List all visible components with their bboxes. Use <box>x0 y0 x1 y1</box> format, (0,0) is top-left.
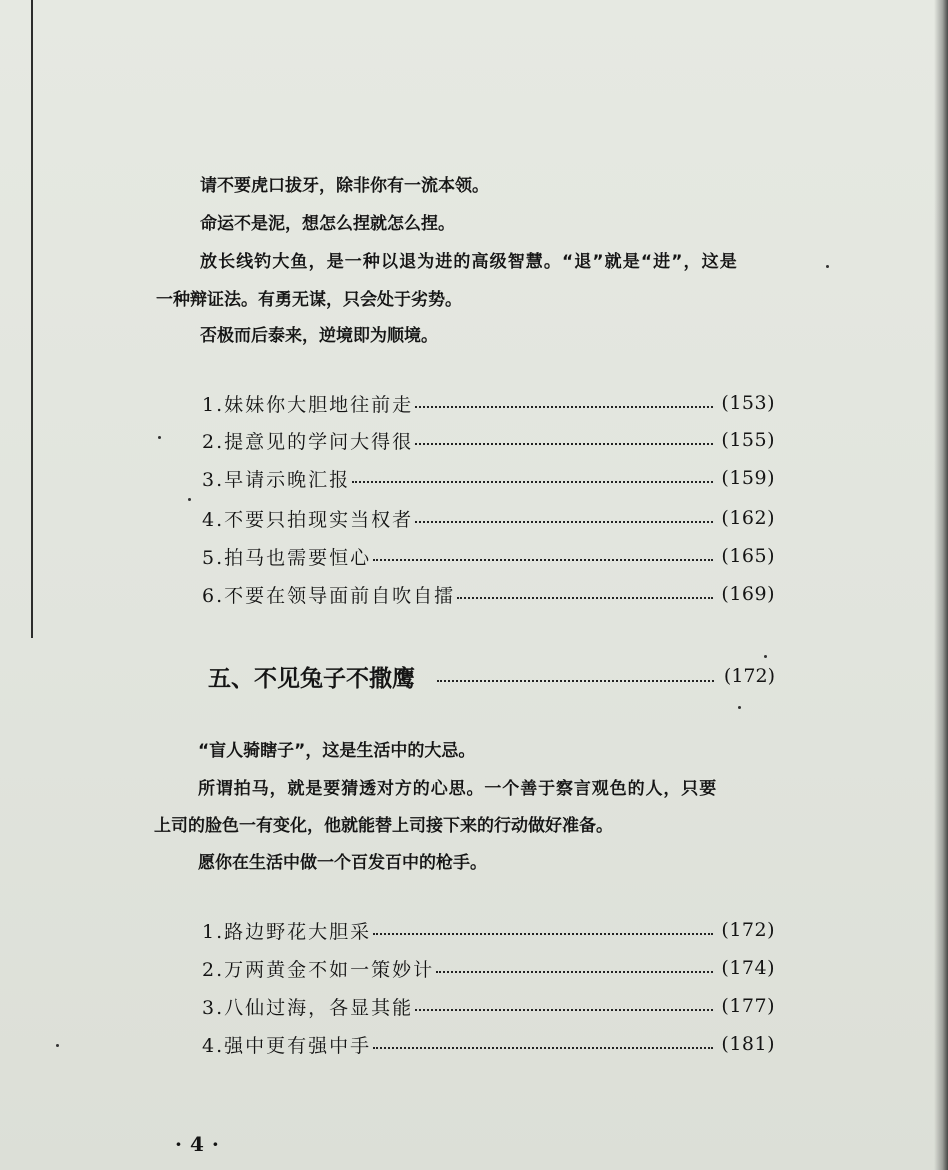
toc-entry[interactable] <box>202 505 775 531</box>
toc-entry-page: (177) <box>721 995 775 1017</box>
toc-entry[interactable] <box>202 955 775 981</box>
intro-line-1: 请不要虎口拔牙，除非你有一流本领。 <box>200 176 489 196</box>
toc-entry-page: (181) <box>721 1033 775 1055</box>
toc-entry-title: 4.强中更有强中手 <box>202 1034 372 1057</box>
leader-dots <box>436 971 713 973</box>
intro-line-3: 放长线钓大鱼，是一种以退为进的高级智慧。“退”就是“进”，这是 <box>200 252 738 272</box>
toc-entry-page: (162) <box>721 507 775 529</box>
toc-entry[interactable] <box>202 581 775 607</box>
ink-speck <box>826 265 829 268</box>
toc-entry-page: (169) <box>721 583 775 605</box>
ink-speck <box>188 498 191 501</box>
section-page: (172) <box>723 665 775 687</box>
left-margin-rule <box>31 0 33 638</box>
toc-entry-title: 6.不要在领导面前自吹自擂 <box>202 584 456 607</box>
intro-line-4: 一种辩证法。有勇无谋，只会处于劣势。 <box>156 290 462 310</box>
leader-dots <box>415 1009 713 1011</box>
leader-dots <box>373 1047 713 1049</box>
intro-line-5: 否极而后泰来，逆境即为顺境。 <box>200 326 438 346</box>
toc-entry-page: (159) <box>721 467 775 489</box>
intro-line-2: 所谓拍马，就是要猜透对方的心思。一个善于察言观色的人，只要 <box>198 779 718 799</box>
toc-entry-title: 4.不要只拍现实当权者 <box>202 508 414 531</box>
page-edge-shadow <box>934 0 948 1170</box>
toc-entry-page: (172) <box>721 919 775 941</box>
intro-line-4: 愿你在生活中做一个百发百中的枪手。 <box>198 853 487 873</box>
toc-entry-page: (165) <box>721 545 775 567</box>
toc-entry-page: (153) <box>721 392 775 414</box>
section-title: 五、不见兔子不撒鹰 <box>208 665 415 692</box>
toc-entry-title: 1.妹妹你大胆地往前走 <box>202 393 414 416</box>
leader-dots <box>415 406 713 408</box>
ink-speck <box>764 655 767 658</box>
toc-entry-title: 2.万两黄金不如一策妙计 <box>202 958 435 981</box>
leader-dots <box>373 559 713 561</box>
intro-line-1: “盲人骑瞎子”，这是生活中的大忌。 <box>198 741 476 761</box>
toc-entry[interactable] <box>202 917 775 943</box>
leader-dots <box>352 481 713 483</box>
leader-dots <box>437 680 714 682</box>
toc-entry-title: 2.提意见的学问大得很 <box>202 430 414 453</box>
toc-entry[interactable] <box>202 465 775 491</box>
toc-entry[interactable] <box>202 427 775 453</box>
toc-entry-title: 1.路边野花大胆采 <box>202 920 372 943</box>
ink-speck <box>56 1044 59 1047</box>
toc-entry[interactable] <box>202 390 775 416</box>
ink-speck <box>738 706 741 709</box>
leader-dots <box>373 933 713 935</box>
toc-entry-page: (155) <box>721 429 775 451</box>
toc-entry[interactable] <box>202 1031 775 1057</box>
toc-entry-page: (174) <box>721 957 775 979</box>
toc-entry-title: 3.八仙过海，各显其能 <box>202 996 414 1019</box>
page-number: ·4· <box>175 1132 227 1156</box>
leader-dots <box>415 521 713 523</box>
leader-dots <box>457 597 713 599</box>
ink-speck <box>158 436 161 439</box>
intro-line-2: 命运不是泥，想怎么捏就怎么捏。 <box>200 214 455 234</box>
toc-entry-title: 5.拍马也需要恒心 <box>202 546 372 569</box>
toc-entry[interactable] <box>202 993 775 1019</box>
toc-entry-title: 3.早请示晚汇报 <box>202 468 351 491</box>
toc-entry[interactable] <box>202 543 775 569</box>
intro-line-3: 上司的脸色一有变化，他就能替上司接下来的行动做好准备。 <box>154 816 613 836</box>
leader-dots <box>415 443 713 445</box>
section-heading[interactable] <box>208 660 775 692</box>
